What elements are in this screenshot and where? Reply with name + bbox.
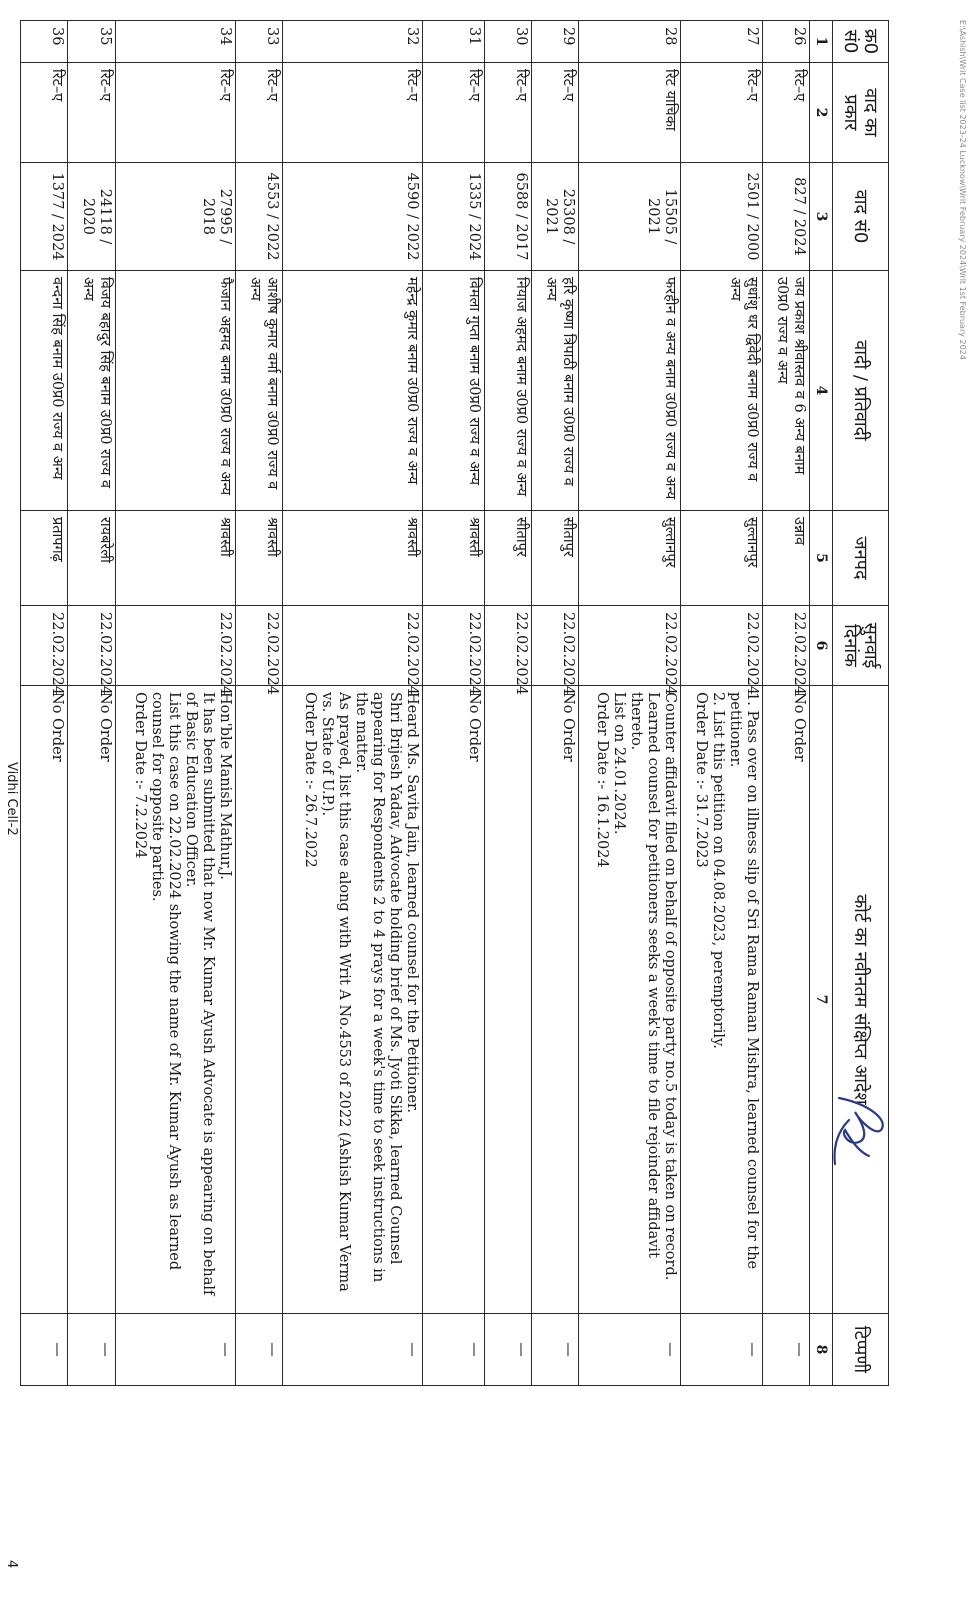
serial-cell: 27 [680, 21, 762, 63]
order-line: Order Date :- 26.7.2022 [301, 692, 318, 868]
district-cell: सीतापुर [484, 511, 531, 606]
table-row [680, 21, 762, 1386]
case-number-cell: 1335 / 2024 [422, 163, 484, 271]
order-line: 1. Pass over on illness slip of Sri Rama Raman Mishra, learned counsel for the petitioner. [726, 692, 760, 1270]
page-number: 4 [4, 1560, 19, 1569]
table-row [236, 21, 283, 1386]
case-type-cell: रिट–ए [532, 63, 579, 163]
order-line: Heard Ms. Savita Jain, learned counsel for the Petitioner. [403, 692, 420, 1113]
hearing-date-cell: 22.02.2024 [236, 606, 283, 686]
col-number: 7 [810, 686, 833, 1314]
district-cell: सुल्तानपुर [579, 511, 680, 606]
col-number: 4 [810, 271, 833, 511]
parties-cell: वन्दना सिंह बनाम उ0प्र0 राज्य व अन्य [21, 271, 68, 511]
case-number-cell: 25308 / 2021 [532, 163, 579, 271]
case-type-cell: रिट याचिका [579, 63, 680, 163]
case-number-cell: 27995 / 2018 [115, 163, 235, 271]
order-line: Hon'ble Manish Mathur,J. [217, 692, 234, 880]
header-case-type: वाद का प्रकार [833, 63, 889, 163]
order-line: 2. List this petition on 04.08.2023, peremptorily. [709, 692, 726, 1049]
order-line: No Order [465, 692, 482, 762]
case-number-cell: 827 / 2024 [762, 163, 809, 271]
order-line: Order Date :- 16.1.2024 [593, 692, 610, 868]
parties-cell: हरि कृष्णा त्रिपाठी बनाम उ0प्र0 राज्य व अन्य [532, 271, 579, 511]
serial-cell: 29 [532, 21, 579, 63]
remark-cell: — [579, 1314, 680, 1386]
latest-order-cell [283, 686, 423, 1314]
column-number-row [810, 21, 833, 1386]
parties-cell: विजय बहादुर सिंह बनाम उ0प्र0 राज्य व अन्य [68, 271, 115, 511]
case-number-cell: 24118 / 2020 [68, 163, 115, 271]
district-cell: प्रतापगढ़ [21, 511, 68, 606]
remark-cell: — [680, 1314, 762, 1386]
col-number: 6 [810, 606, 833, 686]
order-line: List on 24.01.2024. [610, 692, 627, 835]
col-number: 3 [810, 163, 833, 271]
hearing-date-cell: 22.02.2024 [579, 606, 680, 686]
serial-cell: 34 [115, 21, 235, 63]
case-type-cell: रिट–ए [762, 63, 809, 163]
table-row [422, 21, 484, 1386]
hearing-date-cell: 22.02.2024 [422, 606, 484, 686]
case-type-cell: रिट–ए [236, 63, 283, 163]
serial-cell: 26 [762, 21, 809, 63]
serial-cell: 28 [579, 21, 680, 63]
table-row [68, 21, 115, 1386]
parties-cell: जय प्रकाश श्रीवास्तव व 6 अन्य बनाम उ0प्र0 राज्य व अन्य [762, 271, 809, 511]
col-number: 2 [810, 63, 833, 163]
parties-cell: सुधांशु धर द्विवेदी बनाम उ0प्र0 राज्य व अन्य [680, 271, 762, 511]
latest-order-cell [21, 686, 68, 1314]
latest-order-cell [115, 686, 235, 1314]
case-number-cell: 4590 / 2022 [283, 163, 423, 271]
header-district: जनपद [833, 511, 889, 606]
hearing-date-cell: 22.02.2024 [484, 606, 531, 686]
case-number-cell: 15505 / 2021 [579, 163, 680, 271]
order-line: No Order [560, 692, 577, 762]
case-type-cell: रिट–ए [21, 63, 68, 163]
order-line: It has been submitted that now Mr. Kumar Ayush Advocate is appearing on behalf of Basic Education Officer. [183, 692, 217, 1296]
latest-order-cell [762, 686, 809, 1314]
col-number: 1 [810, 21, 833, 63]
file-path-note: E:\Ashish\Writ Case list 2023-24 Lucknow\Writ February 2024\Writ 1st February 2024 [958, 20, 967, 360]
remark-cell: — [115, 1314, 235, 1386]
remark-cell: — [283, 1314, 423, 1386]
header-remark: टिप्पणी [833, 1314, 889, 1386]
district-cell: सुल्तानपुर [680, 511, 762, 606]
latest-order-cell [680, 686, 762, 1314]
order-line: List this case on 22.02.2024 showing the name of Mr. Kumar Ayush as learned counsel for opposite parties. [149, 692, 183, 1271]
hearing-date-cell: 22.02.2024 [680, 606, 762, 686]
order-line: Learned counsel for petitioners seeks a week's time to file rejoinder affidavit thereto. [627, 692, 661, 1258]
hearing-date-cell: 22.02.2024 [762, 606, 809, 686]
serial-cell: 35 [68, 21, 115, 63]
table-row [484, 21, 531, 1386]
header-serial: क्र0 सं0 [833, 21, 889, 63]
district-cell: उन्नाव [762, 511, 809, 606]
col-number: 8 [810, 1314, 833, 1386]
hearing-date-cell: 22.02.2024 [532, 606, 579, 686]
signature-scribble-icon [821, 1090, 899, 1170]
latest-order-cell [532, 686, 579, 1314]
case-type-cell: रिट–ए [115, 63, 235, 163]
hearing-date-cell: 22.02.2024 [21, 606, 68, 686]
order-line: As prayed, list this case along with Writ A No.4553 of 2022 (Ashish Kumar Verma vs. State of U.P.). [318, 692, 352, 1292]
serial-cell: 31 [422, 21, 484, 63]
case-type-cell: रिट–ए [422, 63, 484, 163]
case-type-cell: रिट–ए [680, 63, 762, 163]
header-case-number: वाद सं0 [833, 163, 889, 271]
case-number-cell: 1377 / 2024 [21, 163, 68, 271]
remark-cell: — [68, 1314, 115, 1386]
parties-cell: नियाज अहमद बनाम उ0प्र0 राज्य व अन्य [484, 271, 531, 511]
serial-cell: 32 [283, 21, 423, 63]
table-row [532, 21, 579, 1386]
order-line: Shri Brijesh Yadav, Advocate holding brief of Ms. Jyoti Sikka, learned Counsel appearing for Respondents 2 to 4 prays for a week's time to seek instructions in the matter. [352, 692, 403, 1283]
remark-cell: — [236, 1314, 283, 1386]
latest-order-cell [579, 686, 680, 1314]
order-line: No Order [791, 692, 807, 762]
latest-order-cell [484, 686, 531, 1314]
case-type-cell: रिट–ए [283, 63, 423, 163]
district-cell: श्रावस्ती [236, 511, 283, 606]
order-line: Order Date :- 31.7.2023 [692, 692, 709, 868]
table-row [762, 21, 809, 1386]
order-line: No Order [49, 692, 66, 762]
district-cell: श्रावस्ती [115, 511, 235, 606]
district-cell: श्रावस्ती [422, 511, 484, 606]
case-type-cell: रिट–ए [484, 63, 531, 163]
order-line: Order Date :- 7.2.2024 [132, 692, 149, 859]
header-parties: वादी / प्रतिवादी [833, 271, 889, 511]
case-type-cell: रिट–ए [68, 63, 115, 163]
hearing-date-cell: 22.02.2024 [115, 606, 235, 686]
parties-cell: फरहीन व अन्य बनाम उ0प्र0 राज्य व अन्य [579, 271, 680, 511]
header-hearing-date: सुनवाई दिनांक [833, 606, 889, 686]
header-row [833, 21, 889, 1386]
parties-cell: आशीष कुमार वर्मा बनाम उ0प्र0 राज्य व अन्य [236, 271, 283, 511]
parties-cell: फैजान अहमद बनाम उ0प्र0 राज्य व अन्य [115, 271, 235, 511]
case-number-cell: 4553 / 2022 [236, 163, 283, 271]
remark-cell: — [21, 1314, 68, 1386]
remark-cell: — [762, 1314, 809, 1386]
latest-order-cell [422, 686, 484, 1314]
table-row [283, 21, 423, 1386]
col-number: 5 [810, 511, 833, 606]
order-line: No Order [96, 692, 113, 762]
table-row [115, 21, 235, 1386]
parties-cell: विमला गुप्ता बनाम उ0प्र0 राज्य व अन्य [422, 271, 484, 511]
order-line: Counter affidavit filed on behalf of opposite party no.5 today is taken on record. [661, 692, 678, 1281]
table-row [579, 21, 680, 1386]
case-list-table-wrap [20, 20, 889, 1385]
header-latest-order: कोर्ट का नवीनतम संक्षिप्त आदेश [833, 686, 889, 1314]
remark-cell: — [484, 1314, 531, 1386]
latest-order-cell [68, 686, 115, 1314]
district-cell: सीतापुर [532, 511, 579, 606]
serial-cell: 30 [484, 21, 531, 63]
hearing-date-cell: 22.02.2024 [68, 606, 115, 686]
table-row [21, 21, 68, 1386]
remark-cell: — [532, 1314, 579, 1386]
case-number-cell: 2501 / 2000 [680, 163, 762, 271]
serial-cell: 33 [236, 21, 283, 63]
district-cell: श्रावस्ती [283, 511, 423, 606]
footer-department: Vidhi Cell-2 [4, 762, 19, 836]
case-number-cell: 6588 / 2017 [484, 163, 531, 271]
district-cell: रायबरेली [68, 511, 115, 606]
serial-cell: 36 [21, 21, 68, 63]
parties-cell: महेन्द्र कुमार बनाम उ0प्र0 राज्य व अन्य [283, 271, 423, 511]
latest-order-cell [236, 686, 283, 1314]
hearing-date-cell: 22.02.2024 [283, 606, 423, 686]
remark-cell: — [422, 1314, 484, 1386]
case-list-table [20, 20, 889, 1386]
